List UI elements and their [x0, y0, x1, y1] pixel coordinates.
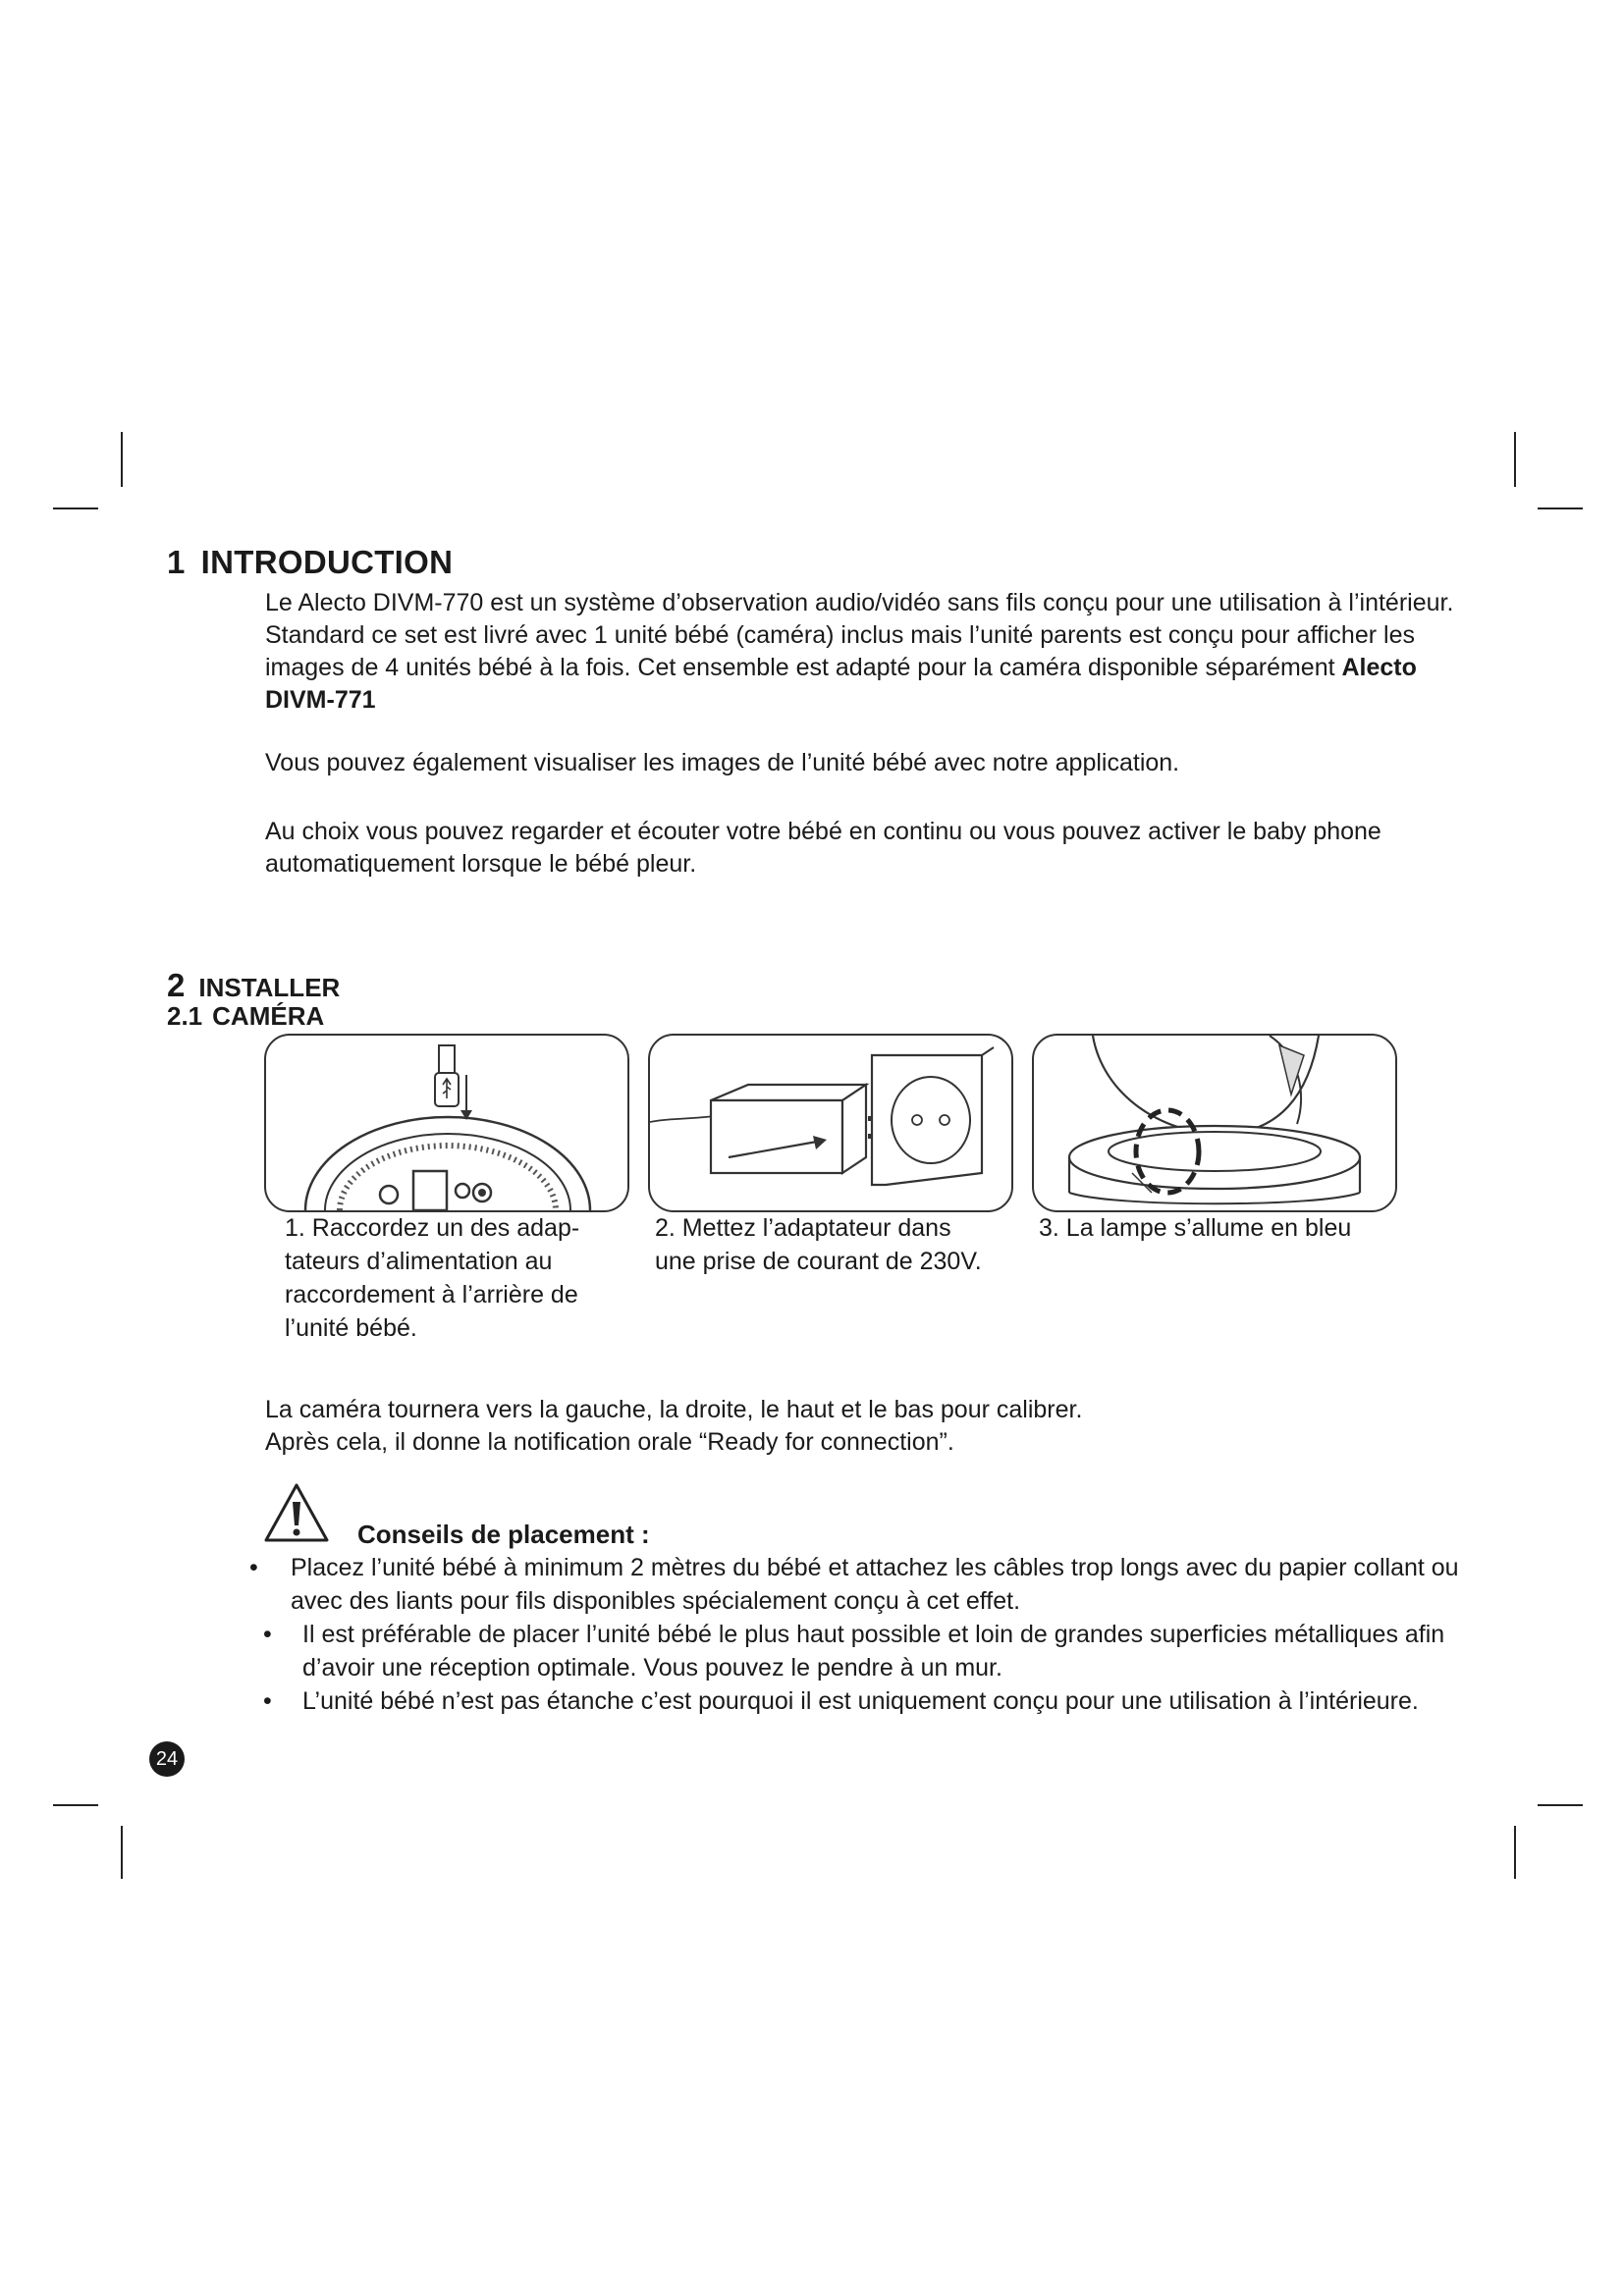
tip-text: L’unité bébé n’est pas étanche c’est pourquoi il est uniquement conçu pour une utilisation à l’intérieure. — [302, 1687, 1419, 1715]
step-caption-1: 1. Raccordez un des adap- tateurs d’alimentation au raccordement à l’arrière de l’unité bébé. — [285, 1214, 580, 1342]
figure-camera-lamp — [1032, 1034, 1397, 1212]
figure-adapter-socket — [648, 1034, 1013, 1212]
intro-paragraph-3: Au choix vous pouvez regarder et écouter votre bébé en continu ou vous pouvez activer le baby phone automatiquement lorsque le bébé pleur. — [265, 818, 1381, 878]
crop-mark — [1538, 507, 1583, 509]
crop-mark — [53, 1804, 98, 1806]
tip-text: Placez l’unité bébé à minimum 2 mètres du bébé et attachez les câbles trop longs avec du papier collant ou avec des liants pour fils disponibles spécialement conçu à cet effet. — [291, 1554, 1459, 1615]
camera-base-illustration — [266, 1036, 627, 1210]
section-title: INSTALLER — [198, 973, 341, 1002]
list-item — [245, 1551, 1483, 1618]
list-item — [245, 1684, 1483, 1718]
section-title: INTRODUCTION — [200, 544, 454, 580]
intro-text: Le Alecto DIVM-770 est un système d’observation audio/vidéo sans fils conçu pour une utilisation à l’intérieur. Standard ce set est livré avec 1 unité bébé (caméra) inclus mais l’unité parents est conçu pour afficher les images de 4 unités bébé à la fois. Cet ensemble est adapté pour la caméra disponible séparément — [265, 589, 1454, 681]
figure-plug-camera — [264, 1034, 629, 1212]
intro-paragraph-2: Vous pouvez également visualiser les images de l’unité bébé avec notre application. — [265, 749, 1180, 776]
crop-mark — [121, 1826, 123, 1879]
page-number: 24 — [149, 1741, 185, 1777]
section-heading-introduction — [167, 544, 453, 581]
camera-lamp-illustration — [1034, 1036, 1395, 1210]
intro-paragraph-1 — [265, 587, 1473, 717]
section-number: 1 — [167, 544, 186, 580]
adapter-socket-illustration — [650, 1036, 1011, 1210]
bullet-icon: • — [263, 1687, 272, 1715]
tip-text: Il est préférable de placer l’unité bébé le plus haut possible et loin de grandes superficies métalliques afin d’avoir une réception optimale. Vous pouvez le pendre à un mur. — [302, 1621, 1445, 1682]
calibration-text-2: Après cela, il donne la notification orale “Ready for connection”. — [265, 1428, 954, 1456]
crop-mark — [1514, 432, 1516, 487]
crop-mark — [1514, 1826, 1516, 1879]
step-caption-3: 3. La lampe s’allume en bleu — [1039, 1214, 1352, 1242]
calibration-text-1: La caméra tournera vers la gauche, la droite, le haut et le bas pour calibrer. — [265, 1396, 1083, 1423]
subsection-number: 2.1 — [167, 1001, 203, 1031]
subsection-title: CAMÉRA — [212, 1001, 325, 1031]
step-caption-2: 2. Mettez l’adaptateur dans une prise de courant de 230V. — [655, 1214, 982, 1275]
product-name: Alecto DIVM-771 — [265, 654, 1417, 714]
subsection-heading-camera — [167, 1001, 324, 1032]
section-number: 2 — [167, 967, 186, 1003]
tips-list — [245, 1551, 1483, 1718]
bullet-icon: • — [249, 1554, 258, 1581]
crop-mark — [53, 507, 98, 509]
crop-mark — [1538, 1804, 1583, 1806]
warning-icon — [263, 1482, 330, 1543]
list-item — [245, 1618, 1483, 1684]
tips-title: Conseils de placement : — [357, 1520, 650, 1549]
crop-mark — [121, 432, 123, 487]
bullet-icon: • — [263, 1621, 272, 1648]
section-heading-installer — [167, 967, 340, 1004]
